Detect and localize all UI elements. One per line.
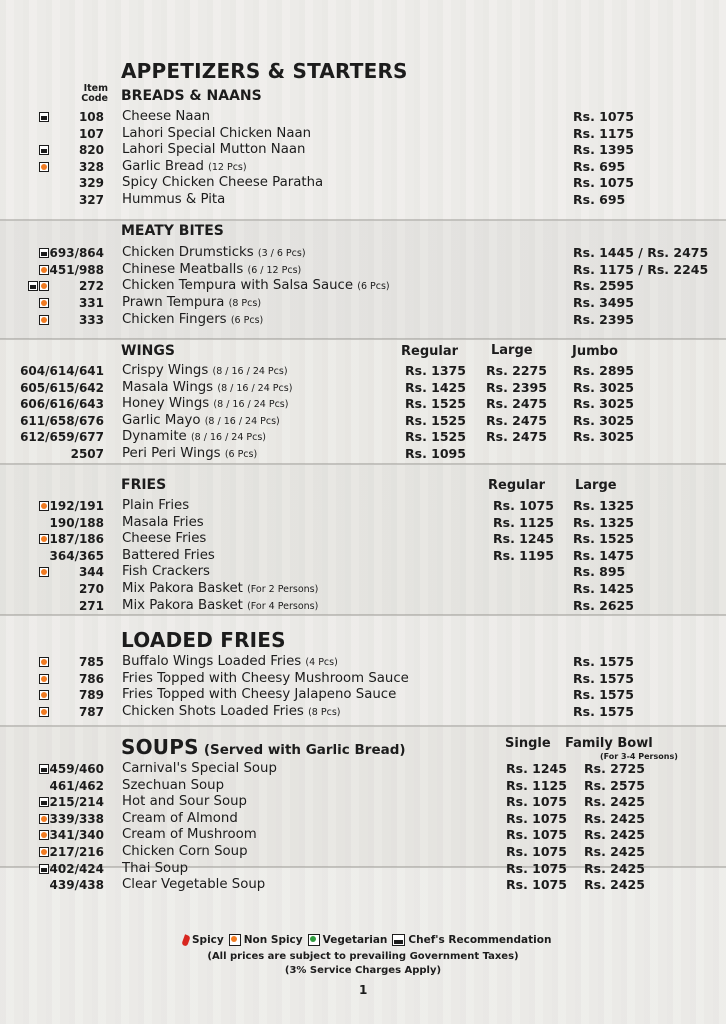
non-spicy-icon [39,315,49,325]
chef-recommendation-icon [392,934,405,946]
tax-note: (All prices are subject to prevailing Government Taxes) [207,951,519,962]
menu-item-row [0,109,726,125]
section-title-meaty: MEATY BITES [121,223,224,239]
item-name-text: Chicken Drumsticks [122,245,254,260]
item-price: Rs. 3025 [573,412,634,428]
item-icons [39,142,50,158]
menu-item-row [0,126,726,142]
fries-header-large: Large [575,478,617,493]
item-note: (8 Pcs) [308,706,341,718]
item-price: Rs. 2625 [573,597,634,613]
non-spicy-icon [39,830,49,840]
item-name [122,548,215,564]
item-name-text: Masala Fries [122,514,204,530]
menu-item-row [0,295,726,311]
item-price: Rs. 895 [573,564,626,580]
section-title-fries: FRIES [121,477,167,493]
item-price: Rs. 1075 [506,827,567,843]
menu-item-row [0,548,726,564]
item-icons [39,671,50,687]
item-price: Rs. 1575 [573,703,634,719]
item-price: Rs. 3025 [573,429,634,444]
item-note: (For 2 Persons) [247,584,319,595]
item-name-text: Fish Crackers [122,564,210,580]
item-price: Rs. 1425 [573,581,634,596]
item-icons [39,704,50,720]
item-name [122,413,280,430]
item-price: Rs. 2475 [486,429,547,444]
item-name-text: Chinese Meatballs [122,261,244,277]
item-name [122,671,409,687]
item-name-text: Cheese Naan [122,109,211,124]
non-spicy-icon [39,567,49,577]
menu-item-row [0,396,726,412]
menu-item-row [0,159,726,175]
item-name-text: Carnival's Special Soup [122,761,277,776]
menu-item-row [0,861,726,877]
item-note: (8 / 16 / 24 Pcs) [190,432,267,443]
item-name [122,581,318,598]
item-code: 451/988 [49,262,104,277]
item-code: 341/340 [49,828,104,843]
item-name [122,380,292,397]
menu-item-row [0,142,726,158]
item-code: 785 [78,655,104,669]
item-price: Rs. 1475 [573,547,634,563]
non-spicy-icon [39,657,49,667]
legend-spicy: Spicy [183,934,224,946]
menu-item-row [0,446,726,462]
menu-item-row [0,245,726,261]
item-name [122,245,306,262]
item-note: (8 / 16 / 24 Pcs) [213,399,289,410]
item-price: Rs. 2395 [573,311,634,327]
item-icons [39,564,50,580]
non-spicy-icon [39,534,49,544]
section-title-soups: SOUPS (Served with Garlic Bread) [121,735,406,759]
item-price: Rs. 1525 [405,396,466,411]
menu-item-row [0,192,726,208]
chef-recommendation-icon [39,248,49,258]
menu-item-row [0,671,726,687]
item-name-text: Honey Wings [122,396,210,411]
item-name [122,654,338,671]
item-name-text: Mix Pakora Basket [122,581,243,596]
item-name-text: Fries Topped with Cheesy Jalapeno Sauce [122,687,397,703]
item-icons [39,654,50,670]
item-note: (6 Pcs) [224,448,258,460]
item-icons [39,262,50,278]
item-code: 364/365 [49,548,104,563]
item-name-text: Prawn Tempura [122,295,225,311]
item-name [122,429,266,446]
chef-recommendation-icon [39,764,49,774]
chef-recommendation-icon [39,112,49,122]
item-price: Rs. 1075 [506,794,567,810]
soups-subtitle: (Served with Garlic Bread) [203,742,406,758]
item-name [122,598,318,615]
item-code: 187/186 [49,532,104,547]
item-note: (8 / 16 / 24 Pcs) [217,382,293,394]
item-code: 327 [78,192,104,207]
chef-recommendation-icon [39,797,49,807]
menu-item-row [0,704,726,720]
non-spicy-icon [39,814,49,824]
item-name [122,794,247,810]
legend [183,934,551,946]
non-spicy-icon [39,298,49,308]
item-note: (6 / 12 Pcs) [247,264,302,276]
item-code: 461/462 [49,778,104,793]
non-spicy-icon [39,707,49,717]
section-title-wings: WINGS [121,343,175,359]
item-price: Rs. 1575 [573,670,634,686]
item-name-text: Hummus & Pita [122,191,226,207]
item-name-text: Masala Wings [122,379,214,395]
item-code: 606/616/643 [20,397,104,411]
item-icons [39,498,50,514]
wings-header-regular: Regular [401,344,459,359]
non-spicy-icon [229,934,241,946]
item-price: Rs. 1075 [506,844,567,859]
item-icons [39,312,50,328]
item-name-text: Chicken Tempura with Salsa Sauce [122,278,354,294]
item-icons [28,278,50,294]
menu-item-row [0,312,726,328]
item-name [122,498,189,514]
chili-icon [181,934,190,946]
menu-item-row [0,175,726,191]
vegetarian-icon [308,934,320,946]
item-icons [39,295,50,311]
item-name [122,142,305,158]
item-code: 331 [78,296,104,311]
item-price: Rs. 2575 [584,777,645,793]
item-price: Rs. 3025 [573,396,634,411]
item-code: 786 [78,671,104,686]
wings-header-large: Large [491,343,533,358]
item-icons [39,794,50,810]
item-code: 344 [78,565,104,580]
item-price: Rs. 1075 [493,498,554,513]
item-price: Rs. 2425 [584,860,645,876]
item-price: Rs. 2725 [584,761,645,776]
menu-item-row [0,877,726,893]
item-price: Rs. 2425 [584,827,645,843]
item-code: 272 [78,279,104,294]
menu-item-row [0,498,726,514]
chef-recommendation-icon [39,864,49,874]
menu-item-row [0,654,726,670]
item-code: 693/864 [49,246,104,260]
item-icons [39,109,50,125]
item-note: (6 Pcs) [230,314,264,326]
item-code: 604/614/641 [20,364,104,378]
soups-header-family: Family Bowl [565,736,653,751]
item-code: 107 [78,126,104,141]
item-icons [39,159,50,175]
item-price: Rs. 1195 [493,547,554,563]
item-icons [39,761,50,777]
menu-item-row [0,581,726,597]
menu-item-row [0,811,726,827]
item-price: Rs. 695 [573,158,626,174]
item-price: Rs. 1245 [506,761,567,776]
item-name [122,531,206,547]
non-spicy-icon [39,501,49,511]
item-name [122,126,311,142]
item-price: Rs. 2595 [573,278,634,294]
item-code: 217/216 [49,845,104,859]
item-name-text: Cream of Almond [122,810,238,826]
item-code: 215/214 [49,795,104,810]
item-name [122,175,323,191]
item-price: Rs. 1075 [573,109,634,124]
menu-item-row [0,278,726,294]
item-name-text: Fries Topped with Cheesy Mushroom Sauce [122,670,409,686]
item-name-text: Plain Fries [122,498,190,513]
item-price: Rs. 2895 [573,363,634,378]
item-price: Rs. 1075 [573,175,634,190]
item-name-text: Mix Pakora Basket [122,597,243,613]
item-name [122,396,288,413]
item-code: 402/424 [49,861,104,876]
item-price: Rs. 1325 [573,514,634,530]
item-note: (12 Pcs) [208,161,247,173]
item-icons [39,811,50,827]
item-price: Rs. 1245 [493,531,554,547]
item-name [122,109,210,125]
item-note: (8 Pcs) [228,298,262,310]
menu-item-row [0,363,726,379]
item-code: 439/438 [49,878,104,893]
item-icons [39,687,50,703]
item-code: 611/658/676 [20,413,104,428]
item-price: Rs. 1175 [573,125,634,141]
menu-item-row [0,827,726,843]
item-note: (8 / 16 / 24 Pcs) [212,366,288,377]
item-name [122,827,257,843]
non-spicy-icon [39,847,49,857]
service-note: (3% Service Charges Apply) [284,965,442,976]
menu-item-row [0,761,726,777]
item-name-text: Spicy Chicken Cheese Paratha [122,175,324,190]
item-name [122,761,277,777]
item-price: Rs. 1525 [405,412,466,428]
chef-recommendation-icon [39,145,49,155]
item-price: Rs. 1175 / Rs. 2245 [573,261,709,277]
item-price: Rs. 695 [573,191,626,207]
item-price: Rs. 1075 [506,810,567,826]
item-price: Rs. 1525 [405,429,466,444]
item-name [122,192,225,208]
non-spicy-icon [39,162,49,172]
menu-item-row [0,687,726,703]
item-name [122,778,224,794]
item-code: 459/460 [49,762,104,776]
item-name-text: Hot and Sour Soup [122,794,247,810]
item-name-text: Lahori Special Mutton Naan [122,142,306,157]
item-name-text: Cream of Mushroom [122,827,257,843]
item-code: 192/191 [49,499,104,513]
item-note: (4 Pcs) [305,657,338,668]
item-price: Rs. 1125 [506,777,567,793]
item-price: Rs. 2425 [584,810,645,826]
menu-item-row [0,413,726,429]
item-name [122,564,210,580]
item-price: Rs. 1575 [573,687,634,703]
section-title-breads: BREADS & NAANS [121,88,262,104]
item-name [122,446,257,463]
item-name [122,687,396,703]
item-price: Rs. 3025 [573,379,634,395]
soups-family-note: (For 3-4 Persons) [600,752,678,761]
legend-nonspicy: Non Spicy [229,934,303,946]
menu-item-row [0,794,726,810]
wings-header-jumbo: Jumbo [572,344,618,359]
item-name [122,861,188,877]
item-code: 605/615/642 [20,380,104,395]
item-note: (6 Pcs) [357,281,390,293]
menu-item-row [0,844,726,860]
item-price: Rs. 2425 [584,844,645,859]
item-code: 108 [78,110,104,124]
non-spicy-icon [39,690,49,700]
item-name-text: Chicken Fingers [122,311,227,327]
chef-recommendation-icon [28,281,38,291]
item-price: Rs. 1395 [573,142,634,157]
item-name [122,877,265,893]
item-name-text: Dynamite [122,429,187,444]
item-note: (3 / 6 Pcs) [257,248,306,259]
item-name [122,844,248,860]
page-title: APPETIZERS & STARTERS [121,59,408,83]
item-icons [39,827,50,843]
item-price: Rs. 1125 [493,514,554,530]
item-name [122,515,204,531]
item-name [122,363,288,380]
item-name-text: Garlic Bread [122,158,204,174]
item-price: Rs. 2275 [486,363,547,378]
item-name [122,262,301,279]
menu-item-row [0,262,726,278]
item-price: Rs. 1525 [573,531,634,547]
item-price: Rs. 1075 [506,877,567,893]
menu-item-row [0,531,726,547]
menu-item-row [0,778,726,794]
item-name-text: Crispy Wings [122,363,209,378]
item-code: 270 [78,582,104,596]
soups-header-single: Single [505,736,551,751]
page-number: 1 [359,983,368,997]
item-price: Rs. 2425 [584,877,645,893]
menu-item-row [0,429,726,445]
item-name-text: Chicken Corn Soup [122,844,248,859]
item-name-text: Clear Vegetable Soup [122,877,266,893]
item-name-text: Garlic Mayo [122,412,201,428]
legend-veg: Vegetarian [308,934,388,946]
item-code: 333 [78,312,104,327]
item-icons [39,531,50,547]
item-price: Rs. 1575 [573,654,634,669]
item-price: Rs. 1425 [405,379,466,395]
item-note: (For 4 Persons) [247,600,319,612]
item-price: Rs. 1095 [405,445,466,461]
fries-header-regular: Regular [488,478,546,493]
item-code-label: Item Code [81,83,108,104]
item-name [122,159,247,176]
item-icons [39,844,50,860]
item-price: Rs. 2475 [486,412,547,428]
item-name [122,312,263,329]
item-code: 329 [78,176,104,190]
item-code: 190/188 [49,515,104,530]
non-spicy-icon [39,674,49,684]
item-price: Rs. 1445 / Rs. 2475 [573,245,709,260]
item-name [122,295,261,312]
item-name-text: Buffalo Wings Loaded Fries [122,654,302,669]
item-price: Rs. 3495 [573,295,634,311]
item-code: 2507 [70,446,104,461]
item-code: 339/338 [49,811,104,826]
item-name-text: Lahori Special Chicken Naan [122,125,312,141]
item-name [122,811,238,827]
item-price: Rs. 2475 [486,396,547,411]
item-name-text: Chicken Shots Loaded Fries [122,703,304,719]
item-code: 787 [78,704,104,719]
item-code: 328 [78,159,104,174]
non-spicy-icon [39,281,49,291]
item-icons [39,861,50,877]
item-price: Rs. 1325 [573,498,634,513]
item-code: 271 [78,598,104,613]
item-code: 612/659/677 [20,430,104,444]
item-price: Rs. 2425 [584,794,645,810]
item-name [122,704,340,721]
item-name-text: Cheese Fries [122,531,207,547]
item-name-text: Thai Soup [122,860,189,876]
item-name-text: Battered Fries [122,547,215,563]
menu-item-row [0,598,726,614]
item-price: Rs. 1375 [405,363,466,378]
legend-chef: Chef's Recommendation [392,934,551,946]
item-code: 789 [78,688,104,703]
item-price: Rs. 2395 [486,379,547,395]
item-price: Rs. 1075 [506,860,567,876]
item-code: 820 [78,143,104,157]
menu-item-row [0,564,726,580]
item-icons [39,245,50,261]
item-name-text: Szechuan Soup [122,777,225,793]
section-title-loaded-fries: LOADED FRIES [121,628,286,652]
non-spicy-icon [39,265,49,275]
menu-item-row [0,515,726,531]
item-name [122,278,390,295]
item-name-text: Peri Peri Wings [122,445,221,461]
item-note: (8 / 16 / 24 Pcs) [204,415,280,427]
menu-item-row [0,380,726,396]
